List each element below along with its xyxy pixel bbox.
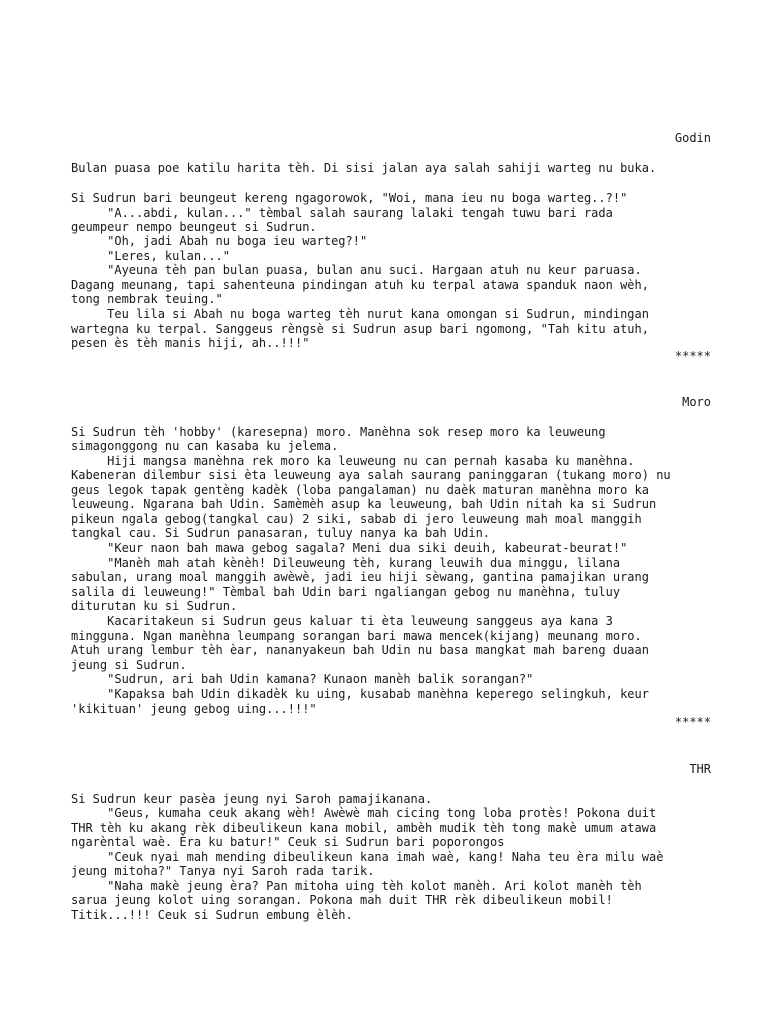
- paragraph-line: Si Sudrun tèh 'hobby' (karesepna) moro. Manèhna sok resep moro ka leuweung: [71, 425, 606, 439]
- paragraph-line: pesen ès tèh manis hiji, ah..!!!": [71, 336, 310, 350]
- paragraph-line: "Sudrun, ari bah Udin kamana? Kunaon manèh balik sorangan?": [71, 672, 534, 686]
- paragraph-line: "Leres, kulan...": [71, 249, 230, 263]
- paragraph-line: "Keur naon bah mawa gebog sagala? Meni dua siki deuih, kabeurat-beurat!": [71, 541, 628, 555]
- paragraph-line: "A...abdi, kulan..." tèmbal salah saurang lalaki tengah tuwu bari rada: [71, 206, 613, 220]
- paragraph-line: "Oh, jadi Abah nu boga ieu warteg?!": [71, 234, 368, 248]
- paragraph-line: Bulan puasa poe katilu harita tèh. Di sisi jalan aya salah sahiji warteg nu buka.: [71, 161, 657, 175]
- paragraph-line: Hiji mangsa manèhna rek moro ka leuweung nu can pernah kasaba ku manèhna.: [71, 454, 635, 468]
- paragraph-line: wartegna ku terpal. Sanggeus rèngsè si Sudrun asup bari ngomong, "Tah kitu atuh,: [71, 322, 649, 336]
- paragraph-line: salila di leuweung!" Tèmbal bah Udin bari ngaliangan gebog nu manèhna, tuluy: [71, 585, 621, 599]
- story-end-mark: *****: [674, 715, 711, 729]
- paragraph-line: Si Sudrun bari beungeut kereng ngagorowok, "Woi, mana ieu nu boga warteg..?!": [71, 191, 628, 205]
- story-title-godin: Godin: [674, 131, 711, 145]
- paragraph-line: ngarèntal waè. Èra ku batur!" Ceuk si Sudrun bari poporongos: [71, 835, 505, 849]
- paragraph-line: Si Sudrun keur pasèa jeung nyi Saroh pamajikanana.: [71, 792, 433, 806]
- paragraph-line: Atuh urang lembur tèh èar, nananyakeun bah Udin nu basa mangkat mah bareng duaan: [71, 643, 649, 657]
- paragraph-line: Titik...!!! Ceuk si Sudrun embung èlèh.: [71, 908, 353, 922]
- paragraph-line: geumpeur nempo beungeut si Sudrun.: [71, 220, 317, 234]
- paragraph-line: 'kikituan' jeung gebog uing...!!!": [71, 702, 317, 716]
- paragraph-line: tong nembrak teuing.": [71, 292, 223, 306]
- paragraph-line: sabulan, urang moal manggih awèwè, jadi ieu hiji sèwang, gantina pamajikan urang: [71, 570, 649, 584]
- paragraph-line: Dagang meunang, tapi sahenteuna pindingan atuh ku terpal atawa spanduk naon wèh,: [71, 278, 649, 292]
- paragraph-line: jeung si Sudrun.: [71, 658, 187, 672]
- paragraph-line: THR tèh ku akang rèk dibeulikeun kana mobil, ambèh mudik tèh tong makè umum atawa: [71, 821, 657, 835]
- paragraph-line: jeung mitoha?" Tanya nyi Saroh rada tarik.: [71, 864, 375, 878]
- paragraph-line: Kabeneran dilembur sisi èta leuweung aya salah saurang paninggaran (tukang moro) nu: [71, 468, 671, 482]
- paragraph-line: sarua jeung kolot uing sorangan. Pokona mah duit THR rèk dibeulikeun mobil!: [71, 893, 613, 907]
- paragraph-line: "Naha makè jeung èra? Pan mitoha uing tèh kolot manèh. Ari kolot manèh tèh: [71, 879, 642, 893]
- paragraph-line: Kacaritakeun si Sudrun geus kaluar ti èta leuweung sanggeus aya kana 3: [71, 614, 613, 628]
- paragraph-line: diturutan ku si Sudrun.: [71, 599, 238, 613]
- story-title-moro: Moro: [682, 395, 711, 409]
- paragraph-line: leuweung. Ngarana bah Udin. Samèmèh asup ka leuweung, bah Udin nitah ka si Sudrun: [71, 497, 657, 511]
- paragraph-line: pikeun ngala gebog(tangkal cau) 2 siki, sabab di jero leuweung mah moal manggih: [71, 512, 642, 526]
- paragraph-line: tangkal cau. Si Sudrun panasaran, tuluy nanya ka bah Udin.: [71, 526, 491, 540]
- paragraph-line: "Kapaksa bah Udin dikadèk ku uing, kusabab manèhna keperego selingkuh, keur: [71, 687, 649, 701]
- paragraph-line: simagonggong nu can kasaba ku jelema.: [71, 439, 339, 453]
- paragraph-line: "Ceuk nyai mah mending dibeulikeun kana imah waè, kang! Naha teu èra milu waè: [71, 850, 664, 864]
- story-title-thr: THR: [689, 762, 711, 776]
- paragraph-line: "Geus, kumaha ceuk akang wèh! Awèwè mah cicing tong loba protès! Pokona duit: [71, 806, 657, 820]
- paragraph-line: "Ayeuna tèh pan bulan puasa, bulan anu suci. Hargaan atuh nu keur paruasa.: [71, 263, 642, 277]
- story-end-mark: *****: [674, 349, 711, 363]
- paragraph-line: geus legok tapak gentèng kadèk (loba pangalaman) nu daèk maturan manèhna moro ka: [71, 483, 649, 497]
- paragraph-line: mingguna. Ngan manèhna leumpang sorangan bari mawa mencek(kijang) meunang moro.: [71, 629, 642, 643]
- paragraph-line: Teu lila si Abah nu boga warteg tèh nurut kana omongan si Sudrun, mindingan: [71, 307, 649, 321]
- paragraph-line: "Manèh mah atah kènèh! Dileuweung tèh, kurang leuwih dua minggu, lilana: [71, 556, 621, 570]
